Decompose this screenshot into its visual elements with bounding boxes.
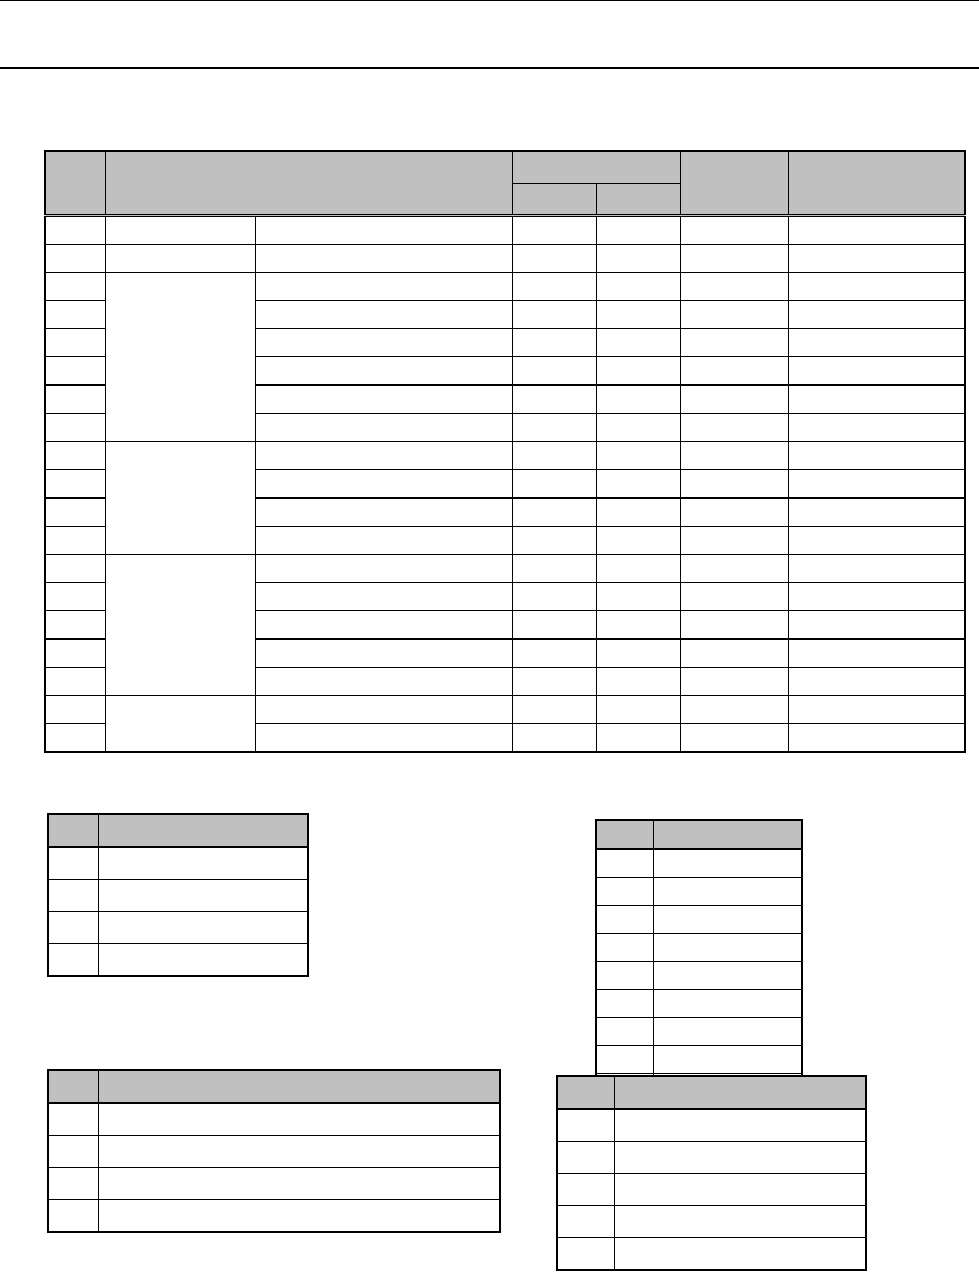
main-table-cell bbox=[596, 611, 680, 640]
main-table-cell bbox=[255, 668, 512, 696]
header-rule bbox=[0, 67, 979, 69]
main-table-cell bbox=[105, 696, 255, 753]
main-table-cell bbox=[512, 527, 596, 555]
table-b-row bbox=[596, 990, 802, 1018]
main-table-cell bbox=[255, 555, 512, 583]
main-table-cell bbox=[255, 301, 512, 329]
page-header-title bbox=[40, 22, 940, 52]
main-table-cell bbox=[788, 216, 965, 245]
table-d-cell bbox=[557, 1206, 614, 1238]
table-a-header-cell bbox=[98, 814, 308, 847]
table-b-row bbox=[596, 906, 802, 934]
main-table-cell bbox=[45, 696, 105, 724]
main-table-cell bbox=[255, 216, 512, 245]
main-table-cell bbox=[788, 385, 965, 414]
main-table-cell bbox=[45, 668, 105, 696]
main-table-cell bbox=[255, 527, 512, 555]
table-c-header-cell bbox=[48, 1070, 98, 1103]
main-table-cell bbox=[255, 414, 512, 442]
main-table-cell bbox=[512, 639, 596, 668]
table-c-row bbox=[48, 1136, 500, 1168]
main-table-cell bbox=[105, 245, 255, 273]
table-a-cell bbox=[48, 944, 98, 977]
main-table-cell bbox=[45, 639, 105, 668]
main-table-cell bbox=[680, 273, 788, 301]
header-cell-col-6 bbox=[788, 151, 965, 216]
main-table-cell bbox=[788, 245, 965, 273]
table-c-cell bbox=[98, 1200, 500, 1233]
main-table-cell bbox=[512, 442, 596, 470]
main-table-cell bbox=[788, 639, 965, 668]
main-table-cell bbox=[105, 216, 255, 245]
header-cell-group-sub-1 bbox=[512, 184, 596, 216]
table-b-cell bbox=[654, 934, 802, 962]
header-cell-no bbox=[45, 151, 105, 216]
table-a-header-cell bbox=[48, 814, 98, 847]
table-d-cell bbox=[614, 1174, 866, 1206]
top-rule bbox=[0, 0, 979, 1]
table-b-row bbox=[596, 934, 802, 962]
table-d bbox=[556, 1075, 867, 1271]
table-c-cell bbox=[48, 1103, 98, 1136]
table-b-cell bbox=[654, 906, 802, 934]
main-table-cell bbox=[596, 442, 680, 470]
main-table-cell bbox=[512, 611, 596, 640]
table-a-cell bbox=[98, 912, 308, 944]
main-table-cell bbox=[680, 611, 788, 640]
table-a-cell bbox=[48, 912, 98, 944]
main-table-cell bbox=[596, 668, 680, 696]
table-a-cell bbox=[48, 880, 98, 912]
main-table-cell bbox=[596, 527, 680, 555]
main-table-cell bbox=[788, 498, 965, 527]
table-d-cell bbox=[557, 1238, 614, 1271]
table-d-row bbox=[557, 1142, 866, 1174]
table-b-cell bbox=[596, 990, 654, 1018]
table-d-cell bbox=[557, 1109, 614, 1142]
main-table-cell bbox=[45, 611, 105, 640]
main-table-cell bbox=[45, 414, 105, 442]
main-table-cell bbox=[596, 385, 680, 414]
header-cell-group-sub-2 bbox=[596, 184, 680, 216]
main-table-cell bbox=[45, 498, 105, 527]
main-table-cell bbox=[45, 216, 105, 245]
table-c-cell bbox=[98, 1168, 500, 1200]
table-b-cell bbox=[596, 849, 654, 878]
main-table-cell bbox=[596, 301, 680, 329]
header-cell-group bbox=[512, 151, 680, 184]
main-table-cell bbox=[45, 442, 105, 470]
main-table-cell bbox=[255, 583, 512, 611]
table-d-header-cell bbox=[557, 1076, 614, 1109]
main-table-cell bbox=[596, 639, 680, 668]
table-b-row bbox=[596, 849, 802, 878]
main-table-cell bbox=[45, 527, 105, 555]
header-cell-col-5 bbox=[680, 151, 788, 216]
main-table-cell bbox=[596, 414, 680, 442]
table-d-row bbox=[557, 1174, 866, 1206]
table-c-header-cell bbox=[98, 1070, 500, 1103]
main-table-cell bbox=[596, 724, 680, 753]
main-table-cell bbox=[512, 357, 596, 386]
table-b-cell bbox=[596, 1046, 654, 1074]
main-table-cell bbox=[512, 273, 596, 301]
main-table-row bbox=[45, 216, 965, 245]
table-a-cell bbox=[98, 847, 308, 880]
main-table-cell bbox=[596, 245, 680, 273]
main-table-cell bbox=[255, 442, 512, 470]
main-table-cell bbox=[105, 273, 255, 442]
main-table-cell bbox=[788, 724, 965, 753]
main-table-cell bbox=[788, 470, 965, 499]
table-b-row bbox=[596, 962, 802, 990]
table-b-cell bbox=[654, 962, 802, 990]
table-b-cell bbox=[596, 934, 654, 962]
main-table-cell bbox=[788, 414, 965, 442]
main-table-cell bbox=[512, 696, 596, 724]
main-table-cell bbox=[788, 442, 965, 470]
main-table-row bbox=[45, 273, 965, 301]
table-b-cell bbox=[654, 990, 802, 1018]
table-b-cell bbox=[654, 1046, 802, 1074]
table-b-header-cell bbox=[596, 820, 654, 849]
main-table-cell bbox=[788, 668, 965, 696]
main-table-cell bbox=[512, 216, 596, 245]
table-c-row bbox=[48, 1103, 500, 1136]
main-table-cell bbox=[680, 724, 788, 753]
main-table-cell bbox=[680, 414, 788, 442]
main-table-cell bbox=[680, 470, 788, 499]
main-table-cell bbox=[255, 498, 512, 527]
table-a-cell bbox=[98, 944, 308, 977]
main-table-cell bbox=[680, 696, 788, 724]
main-table-cell bbox=[512, 555, 596, 583]
table-b-row bbox=[596, 1018, 802, 1046]
table-b-header-row bbox=[596, 820, 802, 849]
table-c-cell bbox=[48, 1168, 98, 1200]
main-table-cell bbox=[45, 724, 105, 753]
main-table-cell bbox=[255, 357, 512, 386]
main-table-cell bbox=[596, 498, 680, 527]
header-cell-item bbox=[105, 151, 512, 216]
table-d-cell bbox=[557, 1142, 614, 1174]
table-b-cell bbox=[596, 962, 654, 990]
table-d-row bbox=[557, 1206, 866, 1238]
main-table-cell bbox=[255, 470, 512, 499]
main-table-cell bbox=[45, 555, 105, 583]
main-table-cell bbox=[680, 639, 788, 668]
main-table-row bbox=[45, 442, 965, 470]
table-d-row bbox=[557, 1109, 866, 1142]
table-a-row bbox=[48, 912, 308, 944]
main-table-cell bbox=[596, 583, 680, 611]
table-b-cell bbox=[596, 1018, 654, 1046]
table-d-row bbox=[557, 1238, 866, 1271]
main-table-cell bbox=[680, 442, 788, 470]
main-table-cell bbox=[680, 216, 788, 245]
table-a bbox=[47, 813, 309, 977]
table-a-cell bbox=[48, 847, 98, 880]
main-table-cell bbox=[45, 273, 105, 301]
main-table-cell bbox=[45, 329, 105, 357]
main-table-cell bbox=[512, 301, 596, 329]
main-table-cell bbox=[45, 583, 105, 611]
main-table-cell bbox=[680, 357, 788, 386]
main-table-cell bbox=[45, 301, 105, 329]
table-c-cell bbox=[98, 1136, 500, 1168]
table-b-cell bbox=[654, 1018, 802, 1046]
main-table-cell bbox=[512, 668, 596, 696]
main-table-cell bbox=[788, 329, 965, 357]
main-table-cell bbox=[45, 245, 105, 273]
table-c-row bbox=[48, 1168, 500, 1200]
main-table-cell bbox=[255, 385, 512, 414]
table-c-row bbox=[48, 1200, 500, 1233]
main-table-cell bbox=[788, 301, 965, 329]
main-table-cell bbox=[255, 245, 512, 273]
main-table-cell bbox=[680, 668, 788, 696]
table-a-row bbox=[48, 944, 308, 977]
table-a-row bbox=[48, 880, 308, 912]
main-table bbox=[44, 150, 966, 753]
main-table-cell bbox=[255, 639, 512, 668]
table-c bbox=[47, 1069, 501, 1233]
table-d-cell bbox=[614, 1206, 866, 1238]
table-b-row bbox=[596, 878, 802, 906]
main-table-cell bbox=[596, 696, 680, 724]
table-b-cell bbox=[596, 878, 654, 906]
main-table-cell bbox=[680, 555, 788, 583]
table-b-cell bbox=[654, 849, 802, 878]
table-d-cell bbox=[614, 1109, 866, 1142]
main-table-cell bbox=[255, 273, 512, 301]
main-table-cell bbox=[105, 555, 255, 696]
main-table-cell bbox=[255, 329, 512, 357]
main-table-cell bbox=[680, 245, 788, 273]
main-table-cell bbox=[512, 414, 596, 442]
main-table-row bbox=[45, 696, 965, 724]
main-table-cell bbox=[680, 498, 788, 527]
table-a-cell bbox=[98, 880, 308, 912]
main-table-cell bbox=[680, 301, 788, 329]
main-table-cell bbox=[512, 245, 596, 273]
table-d-cell bbox=[614, 1238, 866, 1271]
table-a-row bbox=[48, 847, 308, 880]
main-table-row bbox=[45, 245, 965, 273]
main-table-cell bbox=[512, 385, 596, 414]
main-table-cell bbox=[788, 583, 965, 611]
main-table-cell bbox=[45, 357, 105, 386]
table-d-cell bbox=[557, 1174, 614, 1206]
main-table-cell bbox=[788, 357, 965, 386]
main-table-cell bbox=[512, 470, 596, 499]
table-c-cell bbox=[98, 1103, 500, 1136]
main-table-cell bbox=[596, 357, 680, 386]
main-table-row bbox=[45, 555, 965, 583]
main-table-cell bbox=[512, 583, 596, 611]
main-table-cell bbox=[512, 498, 596, 527]
main-table-cell bbox=[512, 329, 596, 357]
main-table-cell bbox=[255, 724, 512, 753]
main-table-cell bbox=[788, 555, 965, 583]
main-table-cell bbox=[788, 273, 965, 301]
main-table-cell bbox=[788, 696, 965, 724]
main-table-cell bbox=[596, 329, 680, 357]
table-b-cell bbox=[654, 878, 802, 906]
main-table-cell bbox=[596, 216, 680, 245]
main-table-header-row bbox=[45, 151, 965, 184]
main-table-cell bbox=[596, 555, 680, 583]
main-table-cell bbox=[596, 470, 680, 499]
main-table-cell bbox=[788, 527, 965, 555]
main-table-cell bbox=[680, 329, 788, 357]
main-table-cell bbox=[680, 527, 788, 555]
main-table-cell bbox=[105, 442, 255, 555]
main-table-cell bbox=[255, 696, 512, 724]
table-b-row bbox=[596, 1046, 802, 1074]
table-c-cell bbox=[48, 1200, 98, 1233]
table-d-header-cell bbox=[614, 1076, 866, 1109]
main-table-cell bbox=[680, 583, 788, 611]
table-d-header-row bbox=[557, 1076, 866, 1109]
main-table-cell bbox=[512, 724, 596, 753]
main-table-cell bbox=[255, 611, 512, 640]
main-table-cell bbox=[45, 470, 105, 499]
table-c-cell bbox=[48, 1136, 98, 1168]
table-d-cell bbox=[614, 1142, 866, 1174]
table-b-header-cell bbox=[654, 820, 802, 849]
table-a-header-row bbox=[48, 814, 308, 847]
main-table-cell bbox=[596, 273, 680, 301]
main-table-cell bbox=[680, 385, 788, 414]
table-b-cell bbox=[596, 906, 654, 934]
main-table-cell bbox=[45, 385, 105, 414]
table-c-header-row bbox=[48, 1070, 500, 1103]
main-table-cell bbox=[788, 611, 965, 640]
